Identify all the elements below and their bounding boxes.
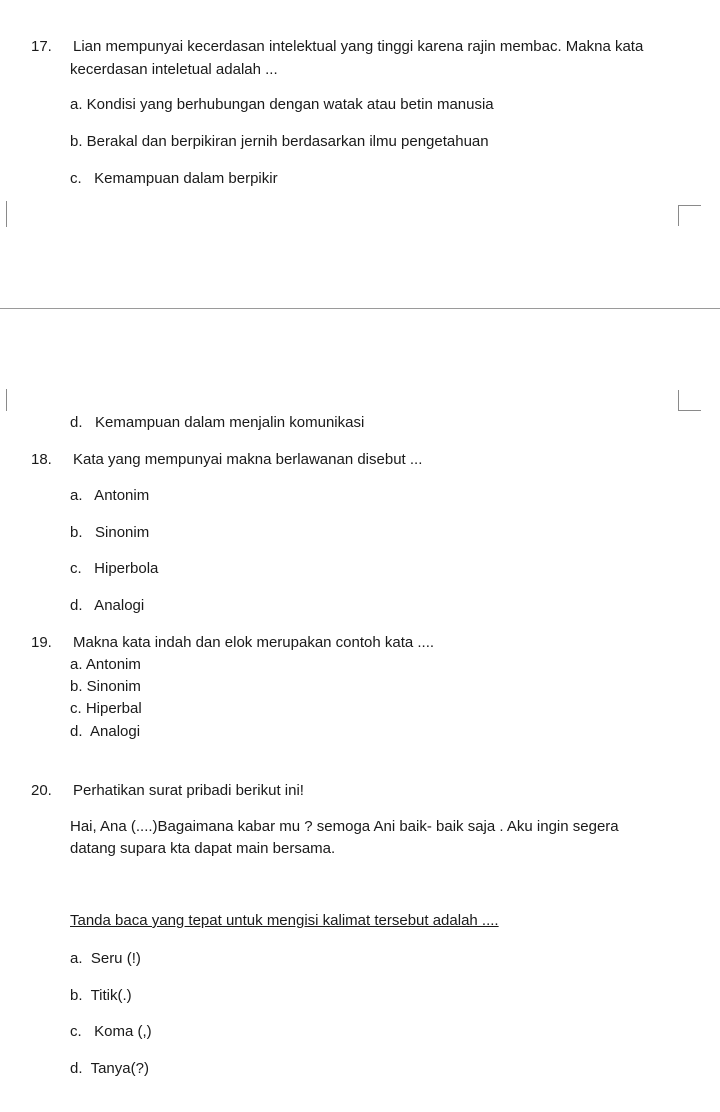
question-19-option-a: a. Antonim xyxy=(70,656,141,673)
question-20-option-b: b. Titik(.) xyxy=(70,987,132,1004)
question-19-number: 19. xyxy=(31,634,52,651)
question-20-letter-line1: Hai, Ana (....)Bagaimana kabar mu ? semoga Ani baik- baik saja . Aku ingin segera xyxy=(70,818,619,835)
question-18-option-d: d. Analogi xyxy=(70,597,145,614)
question-17-stem-line2: kecerdasan inteletual adalah ... xyxy=(70,61,278,78)
crop-mark-top-left xyxy=(0,201,7,227)
question-19-option-c: c. Hiperbal xyxy=(70,700,142,717)
question-18-option-a: a. Antonim xyxy=(70,487,150,504)
question-19-stem: Makna kata indah dan elok merupakan contoh kata .... xyxy=(73,634,435,651)
question-17-number: 17. xyxy=(31,38,52,55)
question-20-option-c: c. Koma (,) xyxy=(70,1023,152,1040)
page-divider xyxy=(0,308,720,309)
question-18-number: 18. xyxy=(31,451,52,468)
question-20-number: 20. xyxy=(31,782,52,799)
question-19-option-d: d. Analogi xyxy=(70,723,141,740)
question-20-letter-line2: datang supara kta dapat main bersama. xyxy=(70,840,336,857)
crop-mark-bottom-left xyxy=(0,389,7,411)
question-18-option-b: b. Sinonim xyxy=(70,524,150,541)
question-17-option-b: b. Berakal dan berpikiran jernih berdasarkan ilmu pengetahuan xyxy=(70,133,489,150)
question-17-option-c: c. Kemampuan dalam berpikir xyxy=(70,170,278,187)
question-17-option-a: a. Kondisi yang berhubungan dengan watak atau betin manusia xyxy=(70,96,494,113)
question-17-stem-line1: Lian mempunyai kecerdasan intelektual yang tinggi karena rajin membac. Makna kata xyxy=(73,38,644,55)
crop-mark-bottom-right xyxy=(678,390,701,411)
question-18-stem: Kata yang mempunyai makna berlawanan disebut ... xyxy=(73,451,423,468)
question-20-stem: Perhatikan surat pribadi berikut ini! xyxy=(73,782,304,799)
question-20-option-a: a. Seru (!) xyxy=(70,950,141,967)
question-18-option-c: c. Hiperbola xyxy=(70,560,159,577)
question-20-option-d: d. Tanya(?) xyxy=(70,1060,149,1077)
crop-mark-top-right xyxy=(678,205,701,226)
question-17-option-d: d. Kemampuan dalam menjalin komunikasi xyxy=(70,414,365,431)
question-20-instruction: Tanda baca yang tepat untuk mengisi kalimat tersebut adalah .... xyxy=(70,912,499,929)
question-19-option-b: b. Sinonim xyxy=(70,678,141,695)
